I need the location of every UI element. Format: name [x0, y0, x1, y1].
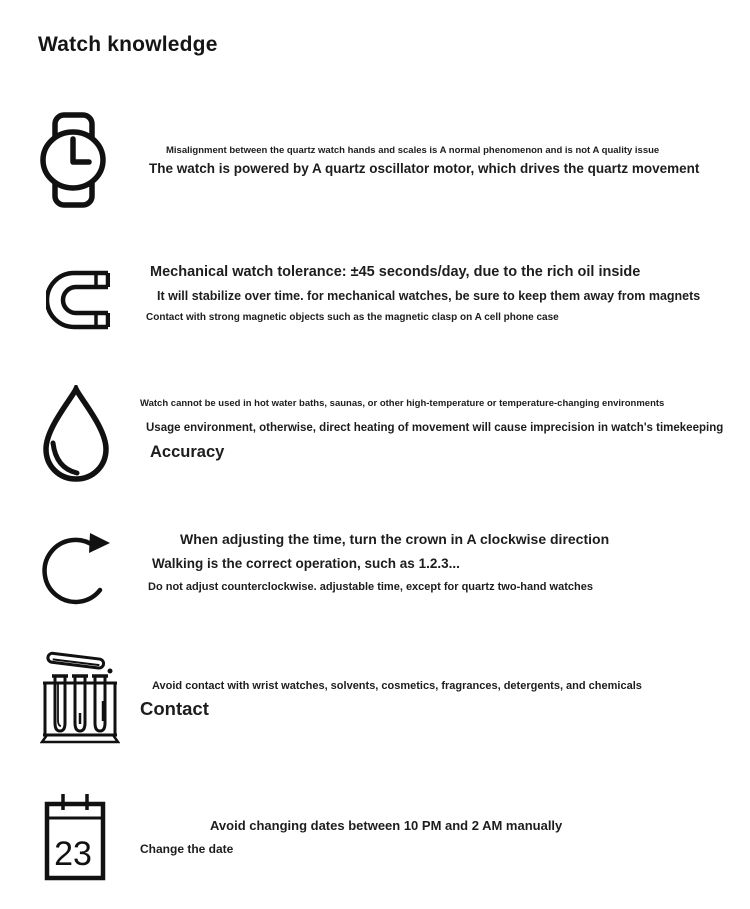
clockwise-arrow-icon [40, 524, 118, 608]
section1-note: Misalignment between the quartz watch hands and scales is A normal phenomenon and is not A quality issue [166, 145, 660, 156]
section2-subheading: It will stabilize over time. for mechanical watches, be sure to keep them away from magnets [157, 289, 701, 303]
section6-subheading: Change the date [140, 842, 234, 856]
water-drop-icon [40, 385, 112, 485]
section4-heading: When adjusting the time, turn the crown in A clockwise direction [180, 531, 610, 547]
section3-note: Watch cannot be used in hot water baths, saunas, or other high-temperature or temperature-changing environments [140, 398, 665, 409]
section3-heading: Accuracy [150, 443, 225, 461]
section5-heading: Contact [140, 698, 209, 719]
page-title: Watch knowledge [38, 33, 218, 56]
section1-heading: The watch is powered by A quartz oscillator motor, which drives the quartz movement [149, 161, 700, 176]
magnet-icon [46, 268, 110, 332]
section6-heading: Avoid changing dates between 10 PM and 2 AM manually [210, 818, 563, 833]
calendar-icon [42, 791, 108, 883]
section2-heading: Mechanical watch tolerance: ±45 seconds/day, due to the rich oil inside [150, 264, 641, 280]
section2-note: Contact with strong magnetic objects such as the magnetic clasp on A cell phone case [146, 312, 559, 323]
section4-note: Do not adjust counterclockwise. adjustable time, except for quartz two-hand watches [148, 581, 593, 593]
section3-subheading: Usage environment, otherwise, direct heating of movement will cause imprecision in watch's timekeeping [146, 422, 724, 434]
calendar-day-number: 23 [54, 835, 92, 873]
wristwatch-icon [40, 112, 106, 208]
section4-subheading: Walking is the correct operation, such as 1.2.3... [152, 556, 460, 571]
section5-subheading: Avoid contact with wrist watches, solvents, cosmetics, fragrances, detergents, and chemicals [152, 680, 642, 692]
test-tubes-icon [40, 645, 120, 747]
